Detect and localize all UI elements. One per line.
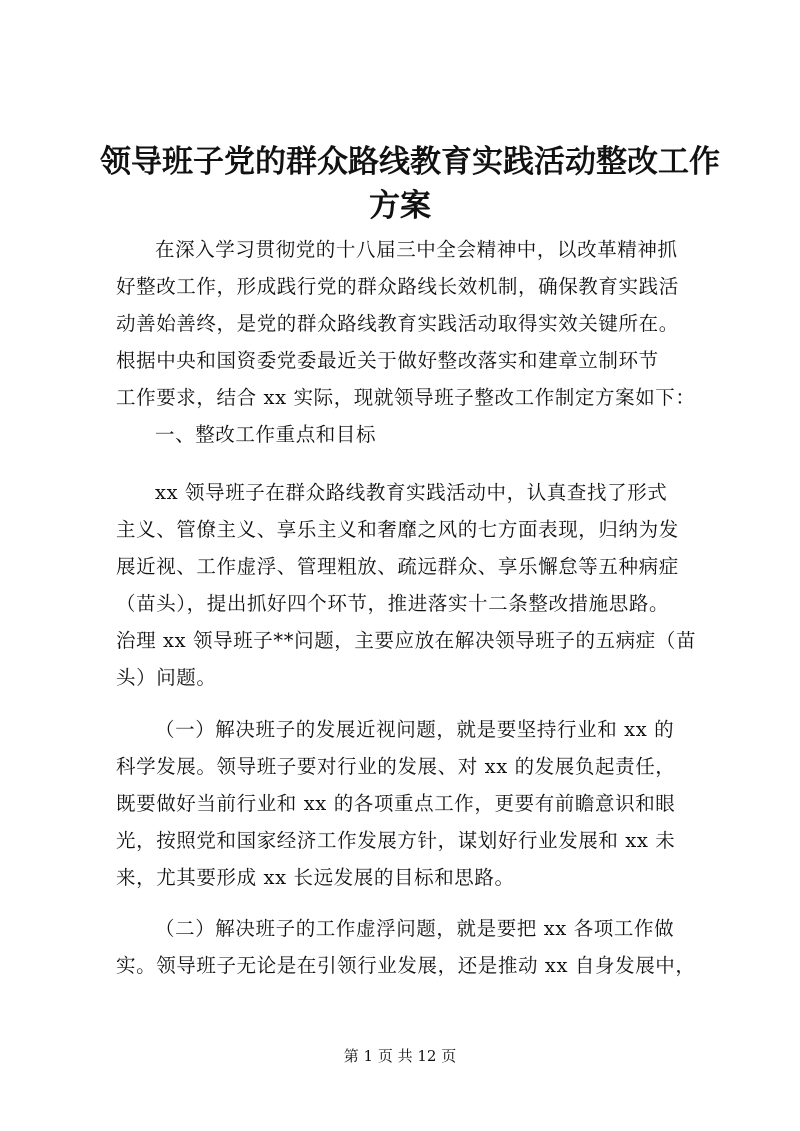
document-title-line-2: 方案 bbox=[369, 188, 431, 224]
body-line: 工作要求，结合 xx 实际，现就领导班子整改工作制定方案如下： bbox=[116, 386, 696, 409]
page-footer: 第 1 页 共 12 页 bbox=[343, 1047, 457, 1065]
body-line: （苗头），提出抓好四个环节，推进落实十二条整改措施思路。 bbox=[116, 592, 670, 615]
body-line: （二）解决班子的工作虚浮问题，就是要把 xx 各项工作做 bbox=[155, 917, 675, 940]
body-line: 头）问题。 bbox=[116, 666, 217, 689]
body-line: （一）解决班子的发展近视问题，就是要坚持行业和 xx 的 bbox=[155, 718, 675, 741]
body-line: 在深入学习贯彻党的十八届三中全会精神中，以改革精神抓 bbox=[155, 238, 678, 261]
document-title-line-1: 领导班子党的群众路线教育实践活动整改工作 bbox=[100, 144, 720, 180]
body-line: 好整改工作，形成践行党的群众路线长效机制，确保教育实践活 bbox=[116, 275, 679, 298]
body-line: 治理 xx 领导班子**问题，主要应放在解决领导班子的五病症（苗 bbox=[116, 629, 697, 652]
section-heading: 一、整改工作重点和目标 bbox=[155, 423, 377, 446]
body-line: 既要做好当前行业和 xx 的各项重点工作，更要有前瞻意识和眼 bbox=[116, 792, 676, 815]
body-line: xx 领导班子在群众路线教育实践活动中，认真查找了形式 bbox=[155, 481, 668, 504]
body-line: 科学发展。领导班子要对行业的发展、对 xx 的发展负起责任， bbox=[116, 755, 676, 778]
body-line: 光，按照党和国家经济工作发展方针，谋划好行业发展和 xx 未 bbox=[116, 829, 676, 852]
body-line: 根据中央和国资委党委最近关于做好整改落实和建章立制环节 bbox=[116, 349, 659, 372]
body-line: 主义、管僚主义、享乐主义和奢靡之风的七方面表现，归纳为发 bbox=[116, 518, 679, 541]
body-line: 实。领导班子无论是在引领行业发展，还是推动 xx 自身发展中， bbox=[116, 954, 696, 977]
body-line: 来，尤其要形成 xx 长远发展的目标和思路。 bbox=[116, 866, 515, 889]
body-line: 展近视、工作虚浮、管理粗放、疏远群众、享乐懈怠等五种病症 bbox=[116, 555, 679, 578]
body-line: 动善始善终，是党的群众路线教育实践活动取得实效关键所在。 bbox=[116, 312, 679, 335]
